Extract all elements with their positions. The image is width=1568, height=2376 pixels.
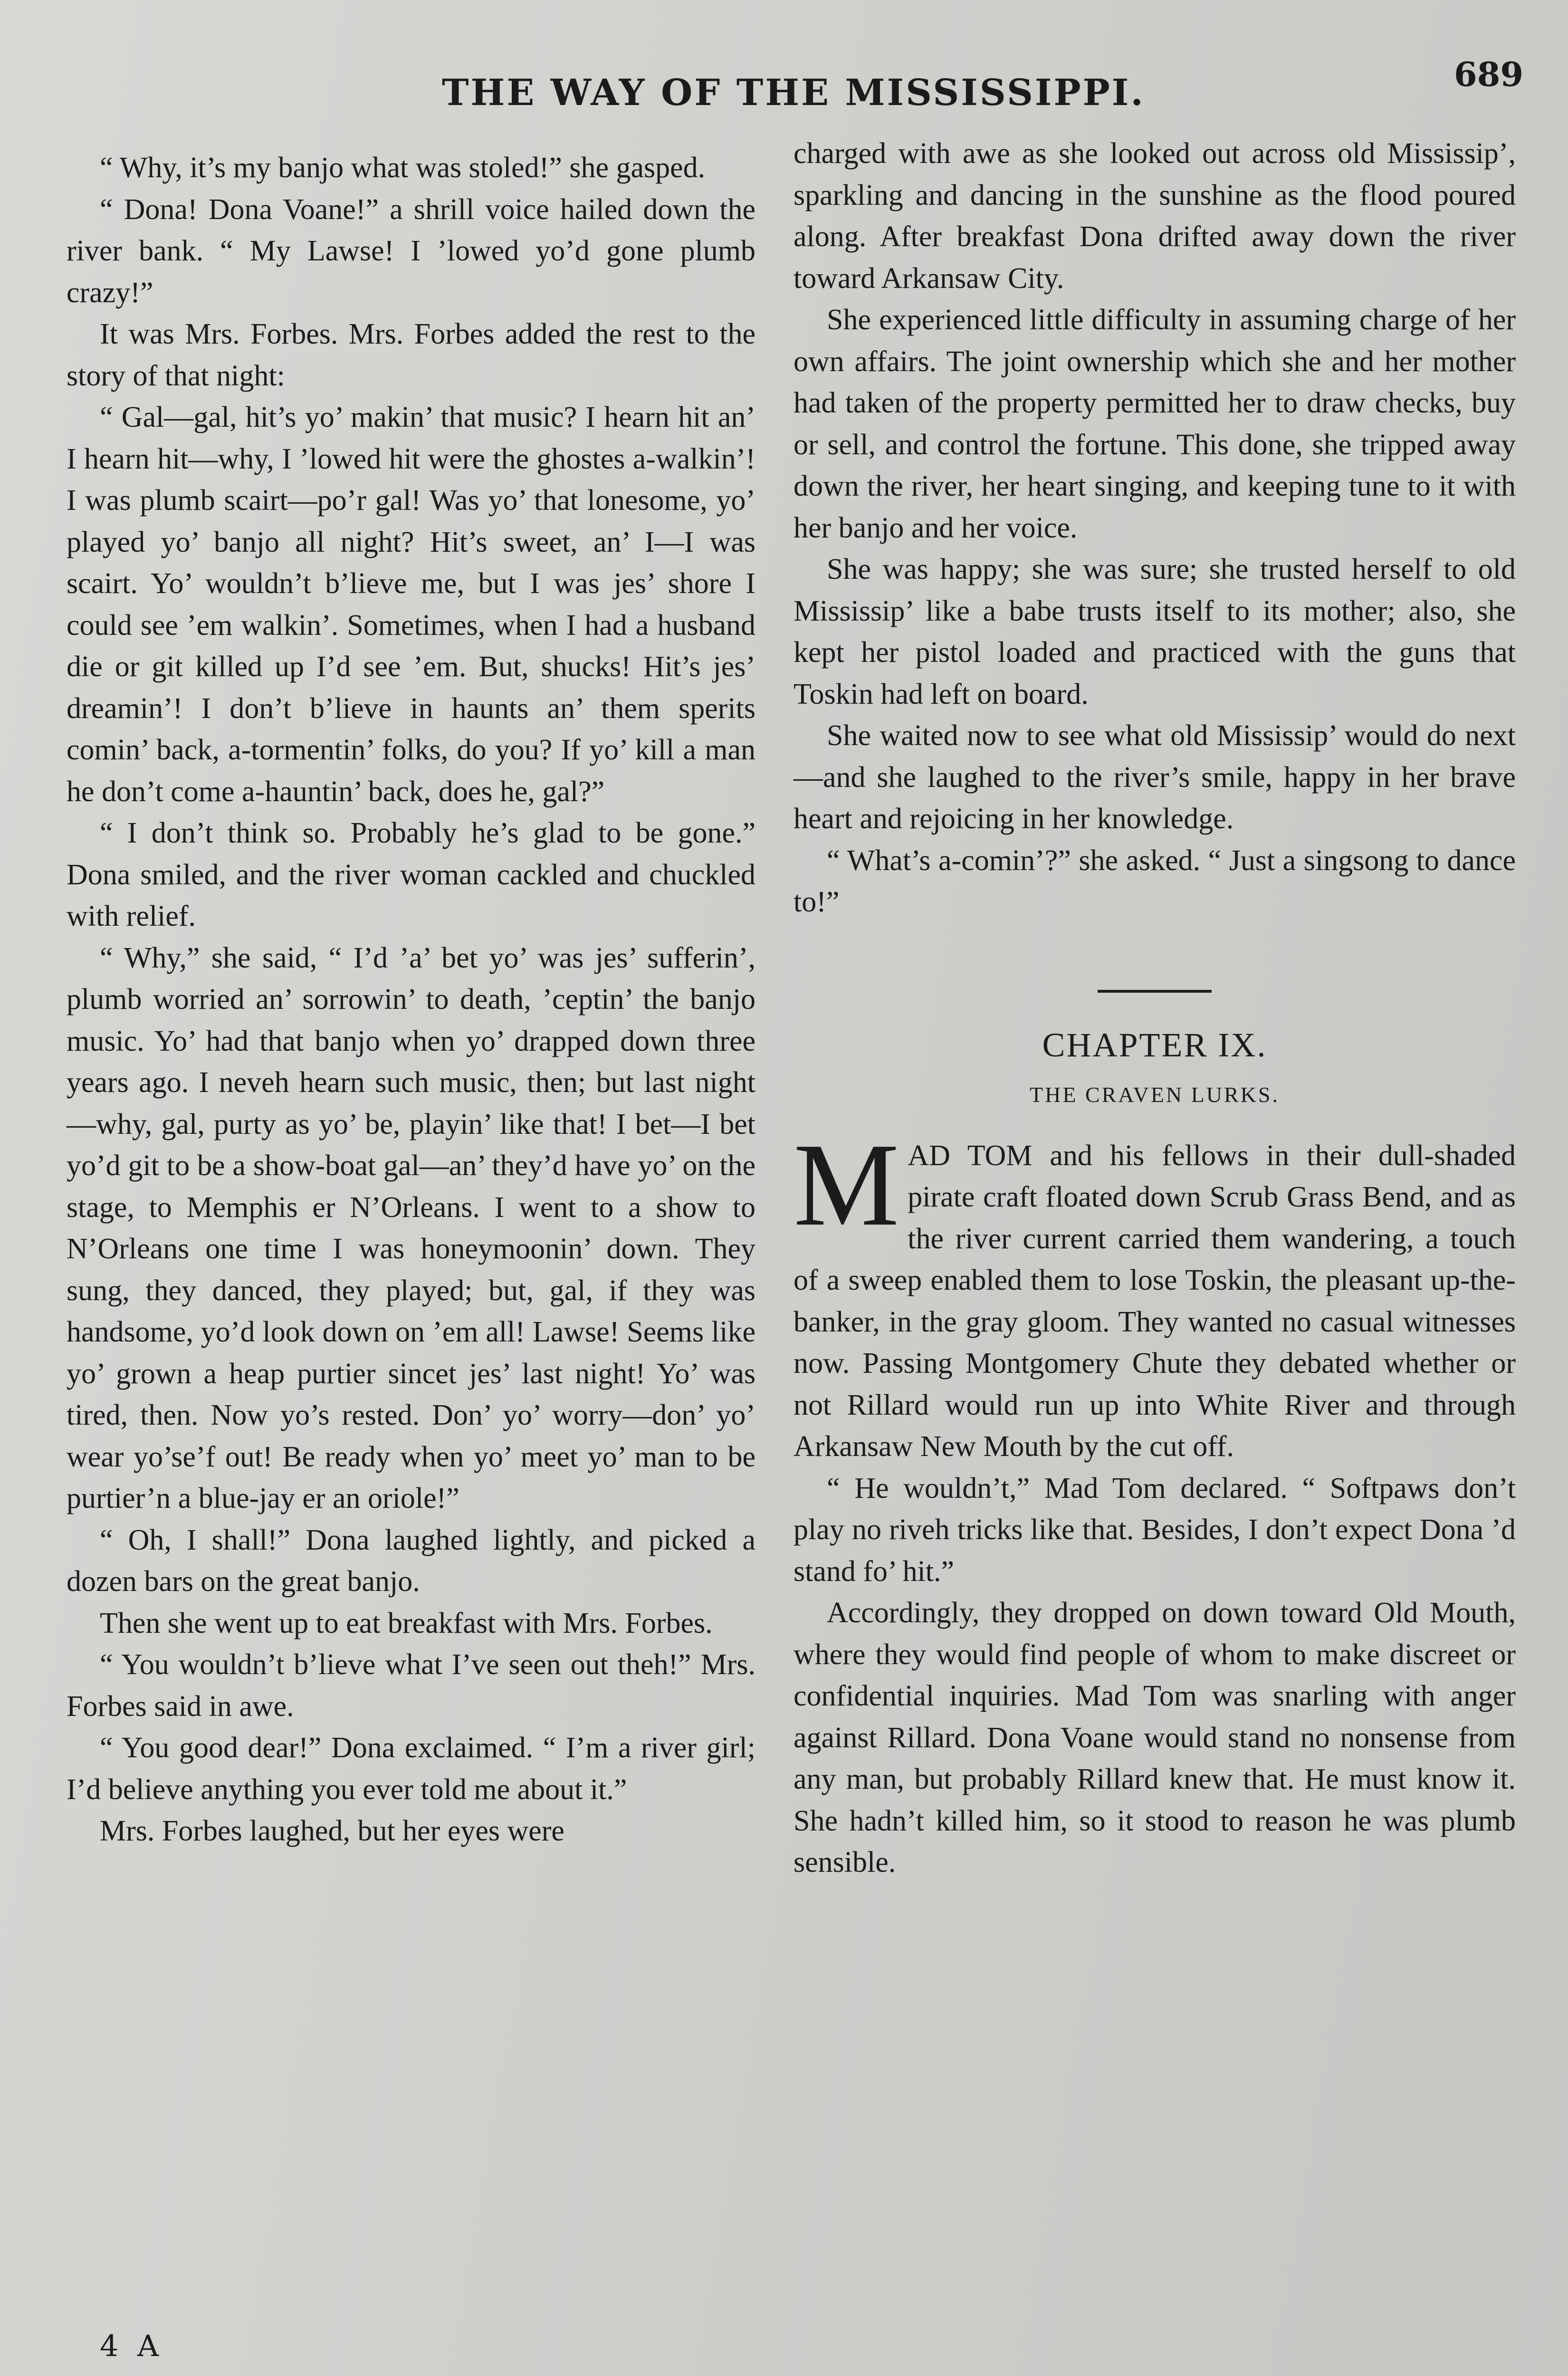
continued-paragraph: charged with awe as she looked out across old Mississip’, sparkling and dancing in the sunshine as the flood poured along. After breakfast Dona drifted away down the river toward Arkansaw City. xyxy=(794,137,1516,295)
paragraph: “ What’s a-comin’?” she asked. “ Just a singsong to dance to!” xyxy=(794,844,1516,918)
paragraph: “ He wouldn’t,” Mad Tom declared. “ Softpaws don’t play no riveh tricks like that. Besides, I don’t expect Dona ’d stand fo’ hit.” xyxy=(794,1472,1516,1588)
paragraph: She was happy; she was sure; she trusted herself to old Mississip’ like a babe trusts itself to its mother; also, she kept her pistol loaded and practiced with the guns that Toskin had left on board. xyxy=(794,553,1516,710)
paragraph: “ You wouldn’t b’lieve what I’ve seen out theh!” Mrs. Forbes said in awe. xyxy=(67,1648,755,1723)
chapter-title: CHAPTER IX. xyxy=(1042,1025,1267,1064)
paragraph: “ You good dear!” Dona exclaimed. “ I’m a river girl; I’d believe anything you ever told me about it.” xyxy=(67,1732,755,1806)
opening-text: AD TOM and his fellows in their dull-shaded pirate craft floated down Scrub Grass Bend, and as the river current carried them wandering, a touch of a sweep enabled them to lose Toskin, the pleasant up-the-banker, in the gray gloom. They wanted no casual witnesses now. Passing Montgomery Chute they debated whether or not Rillard would run up into White River and through Arkansaw New Mouth by the cut off. xyxy=(794,1139,1516,1463)
paragraph: She waited now to see what old Mississip’ would do next—and she laughed to the river’s smile, happy in her brave heart and rejoicing in her knowledge. xyxy=(794,719,1516,835)
paragraph: Then she went up to eat breakfast with Mrs. Forbes. xyxy=(100,1607,713,1639)
running-head: THE WAY OF THE MISSISSIPPI. xyxy=(442,71,1145,114)
paragraph: “ Gal—gal, hit’s yo’ makin’ that music? I hearn hit an’ I hearn hit—why, I ’lowed hit were the ghostes a-walkin’! I was plumb scairt—po’r gal! Was yo’ that lonesome, yo’ played yo’ banjo all night? Hit’s sweet, an’ I—I was scairt. Yo’ wouldn’t b’lieve me, but I was jes’ shore I could see ’em walkin’. Sometimes, when I had a husband die or git killed up I’d see ’em. But, shucks! Hit’s jes’ dreamin’! I don’t b’lieve in haunts an’ them sperits comin’ back, a-tormentin’ folks, do you? If yo’ kill a man he don’t come a-hauntin’ back, does he, gal?” xyxy=(67,401,755,808)
section-divider xyxy=(1098,990,1212,993)
paragraph: “ Why,” she said, “ I’d ’a’ bet yo’ was jes’ sufferin’, plumb worried an’ sorrowin’ to death, ’ceptin’ the banjo music. Yo’ had that banjo when yo’ drapped down three years ago. I neveh hearn such music, then; but last night—why, gal, purty as yo’ be, playin’ like that! I bet—I bet yo’d git to be a show-boat gal—an’ they’d have yo’ on the stage, to Memphis er N’Orleans. I went to a show to N’Orleans one time I was honeymoonin’ down. They sung, they danced, they played; but, gal, if they was handsome, yo’d look down on ’em all! Lawse! Seems like yo’ grown a heap purtier sincet jes’ last night! Yo’ was tired, then. Now yo’s rested. Don’ yo’ worry—don’ yo’ wear yo’se’f out! Be ready when yo’ meet yo’ man to be purtier’n a blue-jay er an oriole!” xyxy=(67,941,755,1514)
page-number: 689 xyxy=(1454,55,1524,94)
left-column xyxy=(67,147,755,1852)
drop-cap: M xyxy=(794,1119,899,1251)
paragraph: “ I don’t think so. Probably he’s glad to be gone.” Dona smiled, and the river woman cackled and chuckled with relief. xyxy=(67,817,755,932)
paragraph: “ Dona! Dona Voane!” a shrill voice hailed down the river bank. “ My Lawse! I ’lowed yo’d gone plumb crazy!” xyxy=(67,193,755,309)
right-column xyxy=(794,133,1516,1884)
signature-mark: 4 A xyxy=(100,2328,163,2363)
paragraph: Mrs. Forbes laughed, but her eyes were xyxy=(100,1815,564,1847)
paragraph: “ Oh, I shall!” Dona laughed lightly, and picked a dozen bars on the great banjo. xyxy=(67,1523,755,1598)
chapter-subtitle: THE CRAVEN LURKS. xyxy=(1030,1082,1280,1107)
paragraph: Accordingly, they dropped on down toward Old Mouth, where they would find people of whom to make discreet or confidential inquiries. Mad Tom was snarling with anger against Rillard. Dona Voane would stand no nonsense from any man, but probably Rillard knew that. He must know it. She hadn’t killed him, so it stood to reason he was plumb sensible. xyxy=(794,1597,1516,1878)
paragraph: She experienced little difficulty in assuming charge of her own affairs. The joint ownership which she and her mother had taken of the property permitted her to draw checks, buy or sell, and control the fortune. This done, she tripped away down the river, her heart singing, and keeping tune to it with her banjo and her voice. xyxy=(794,304,1516,544)
paragraph: It was Mrs. Forbes. Mrs. Forbes added the rest to the story of that night: xyxy=(67,318,755,392)
paragraph: “ Why, it’s my banjo what was stoled!” she gasped. xyxy=(100,152,706,184)
chapter-opening-paragraph xyxy=(794,1119,1516,1468)
